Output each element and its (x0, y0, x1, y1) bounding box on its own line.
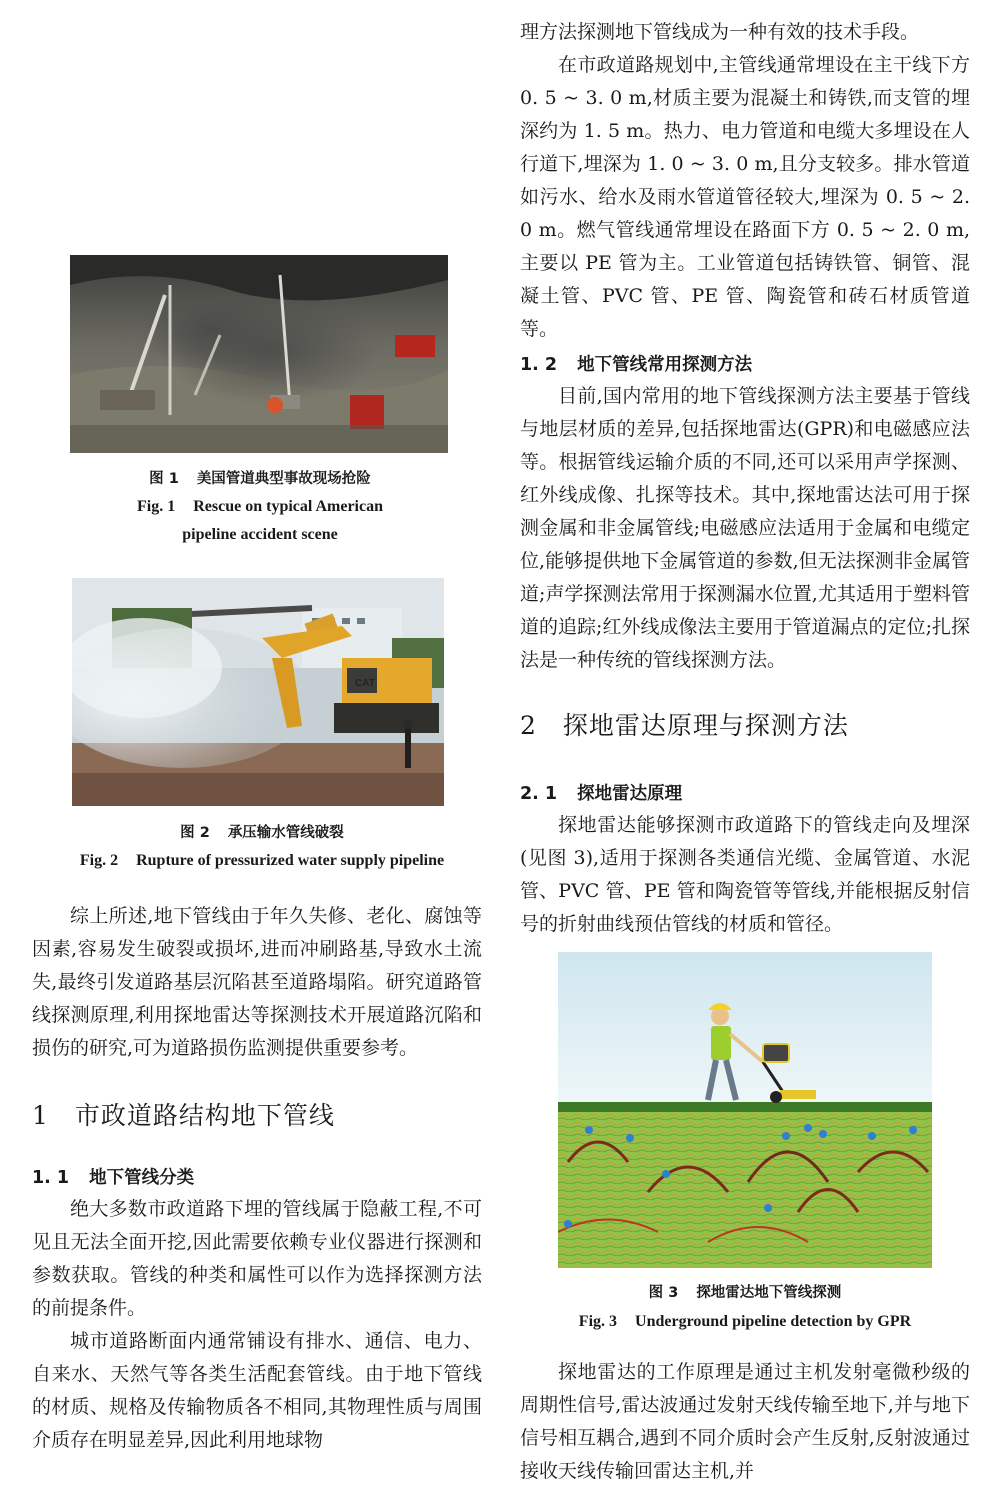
figure-2-label-en: Fig. 2 (79, 852, 119, 869)
figure-1 (70, 255, 450, 555)
section-1-1-title: 地下管线分类 (89, 1168, 195, 1188)
figure-2 (32, 578, 492, 878)
figure-3-title-en: Underground pipeline detection by GPR (635, 1313, 912, 1330)
section-2-1-heading (520, 779, 970, 809)
figure-1-label-cn: 图 1 (149, 471, 179, 487)
figure-1-label-en: Fig. 1 (137, 498, 176, 515)
paragraph-1-1-a: 绝大多数市政道路下埋的管线属于隐蔽工程,不可见且无法全面开挖,因此需要依赖专业仪器进行探测和参数获取。管线的种类和属性可以作为选择探测方法的前提条件。 (32, 1198, 482, 1319)
section-1-2-number: 1. 2 (520, 355, 558, 375)
figure-3 (520, 952, 970, 1342)
figure-2-photo (72, 578, 444, 806)
excavator-brand-text: CAT (355, 678, 375, 689)
right-body-top (520, 16, 970, 941)
section-1-2-heading (520, 350, 970, 380)
figure-1-caption-en-2 (70, 521, 450, 549)
paragraph-continuation: 理方法探测地下管线成为一种有效的技术手段。 (520, 21, 920, 43)
paragraph-summary: 综上所述,地下管线由于年久失修、老化、腐蚀等因素,容易发生破裂或损坏,进而冲刷路基,导致水土流失,最终引发道路基层沉陷甚至道路塌陷。研究道路管线探测原理,利用探地雷达等探测技术开展道路沉陷和损伤的研究,可为道路损伤监测提供重要参考。 (32, 905, 482, 1059)
figure-2-caption-en (32, 847, 492, 875)
figure-2-title-cn: 承压输水管线破裂 (227, 825, 344, 841)
figure-2-caption-cn (32, 823, 492, 843)
section-2-1-title: 探地雷达原理 (577, 784, 683, 804)
figure-1-title-cn: 美国管道典型事故现场抢险 (196, 471, 371, 487)
figure-3-caption-cn (520, 1283, 970, 1303)
section-1-heading (32, 1099, 482, 1133)
section-1-1-heading (32, 1163, 482, 1193)
figure-3-label-cn: 图 3 (648, 1285, 679, 1301)
figure-3-illustration (558, 952, 932, 1268)
section-1-1-number: 1. 1 (32, 1168, 70, 1188)
section-1-title: 市政道路结构地下管线 (74, 1101, 335, 1130)
section-2-heading (520, 709, 970, 743)
paragraph-1-2: 目前,国内常用的地下管线探测方法主要基于管线与地层材质的差异,包括探地雷达(GPR)和电磁感应法等。根据管线运输介质的不同,还可以采用声学探测、红外线成像、扎探等技术。其中,探地雷达法可用于探测金属和非金属管线;电磁感应法适用于金属和电缆定位,能够提供地下金属管道的参数,但无法探测非金属管道;声学探测法常用于探测漏水位置,尤其适用于塑料管道的追踪;红外线成像法主要用于管道漏点的定位;扎探法是一种传统的管线探测方法。 (520, 385, 970, 671)
figure-1-caption-en (70, 493, 450, 521)
section-2-title: 探地雷达原理与探测方法 (562, 711, 849, 740)
figure-2-label-cn: 图 2 (180, 825, 210, 841)
left-body-text (32, 900, 482, 1457)
figure-1-title-en-2: pipeline accident scene (182, 526, 338, 543)
figure-1-caption-cn (70, 469, 450, 489)
section-1-number: 1 (32, 1101, 49, 1130)
section-1-2-title: 地下管线常用探测方法 (577, 355, 753, 375)
figure-1-photo (70, 255, 448, 453)
right-body-bottom (520, 1356, 970, 1488)
figure-3-label-en: Fig. 3 (578, 1313, 618, 1330)
figure-3-caption-en (520, 1308, 970, 1336)
paragraph-1-1-b: 城市道路断面内通常铺设有排水、通信、电力、自来水、天然气等各类生活配套管线。由于地下管线的材质、规格及传输物质各不相同,其物理性质与周围介质存在明显差异,因此利用地球物 (32, 1330, 482, 1451)
figure-1-title-en-1: Rescue on typical American (193, 498, 383, 515)
figure-2-title-en: Rupture of pressurized water supply pipeline (136, 852, 445, 869)
paragraph-2-1-b: 探地雷达的工作原理是通过主机发射毫微秒级的周期性信号,雷达波通过发射天线传输至地下,并与地下信号相互耦合,遇到不同介质时会产生反射,反射波通过接收天线传输回雷达主机,并 (520, 1361, 970, 1482)
section-2-number: 2 (520, 711, 537, 740)
figure-3-title-cn: 探地雷达地下管线探测 (696, 1285, 842, 1301)
section-2-1-number: 2. 1 (520, 784, 558, 804)
paragraph-burial-depth: 在市政道路规划中,主管线通常埋设在主干线下方 0. 5 ~ 3. 0 m,材质主要为混凝土和铸铁,而支管的埋深约为 1. 5 m。热力、电力管道和电缆大多埋设在人行道下,埋深为 1. 0 ~ 3. 0 m,且分支较多。排水管道如污水、给水及雨水管道管径较大,埋深为 0. 5 ~ 2. 0 m。燃气管线通常埋设在路面下方 0. 5 ~ 2. 0 m,主要以 PE 管为主。工业管道包括铸铁管、铜管、混凝土管、PVC 管、PE 管、陶瓷管和砖石材质管道等。 (520, 54, 970, 340)
paragraph-2-1: 探地雷达能够探测市政道路下的管线走向及埋深(见图 3),适用于探测各类通信光缆、金属管道、水泥管、PVC 管、PE 管和陶瓷管等管线,并能根据反射信号的折射曲线预估管线的材质和管径。 (520, 814, 970, 935)
